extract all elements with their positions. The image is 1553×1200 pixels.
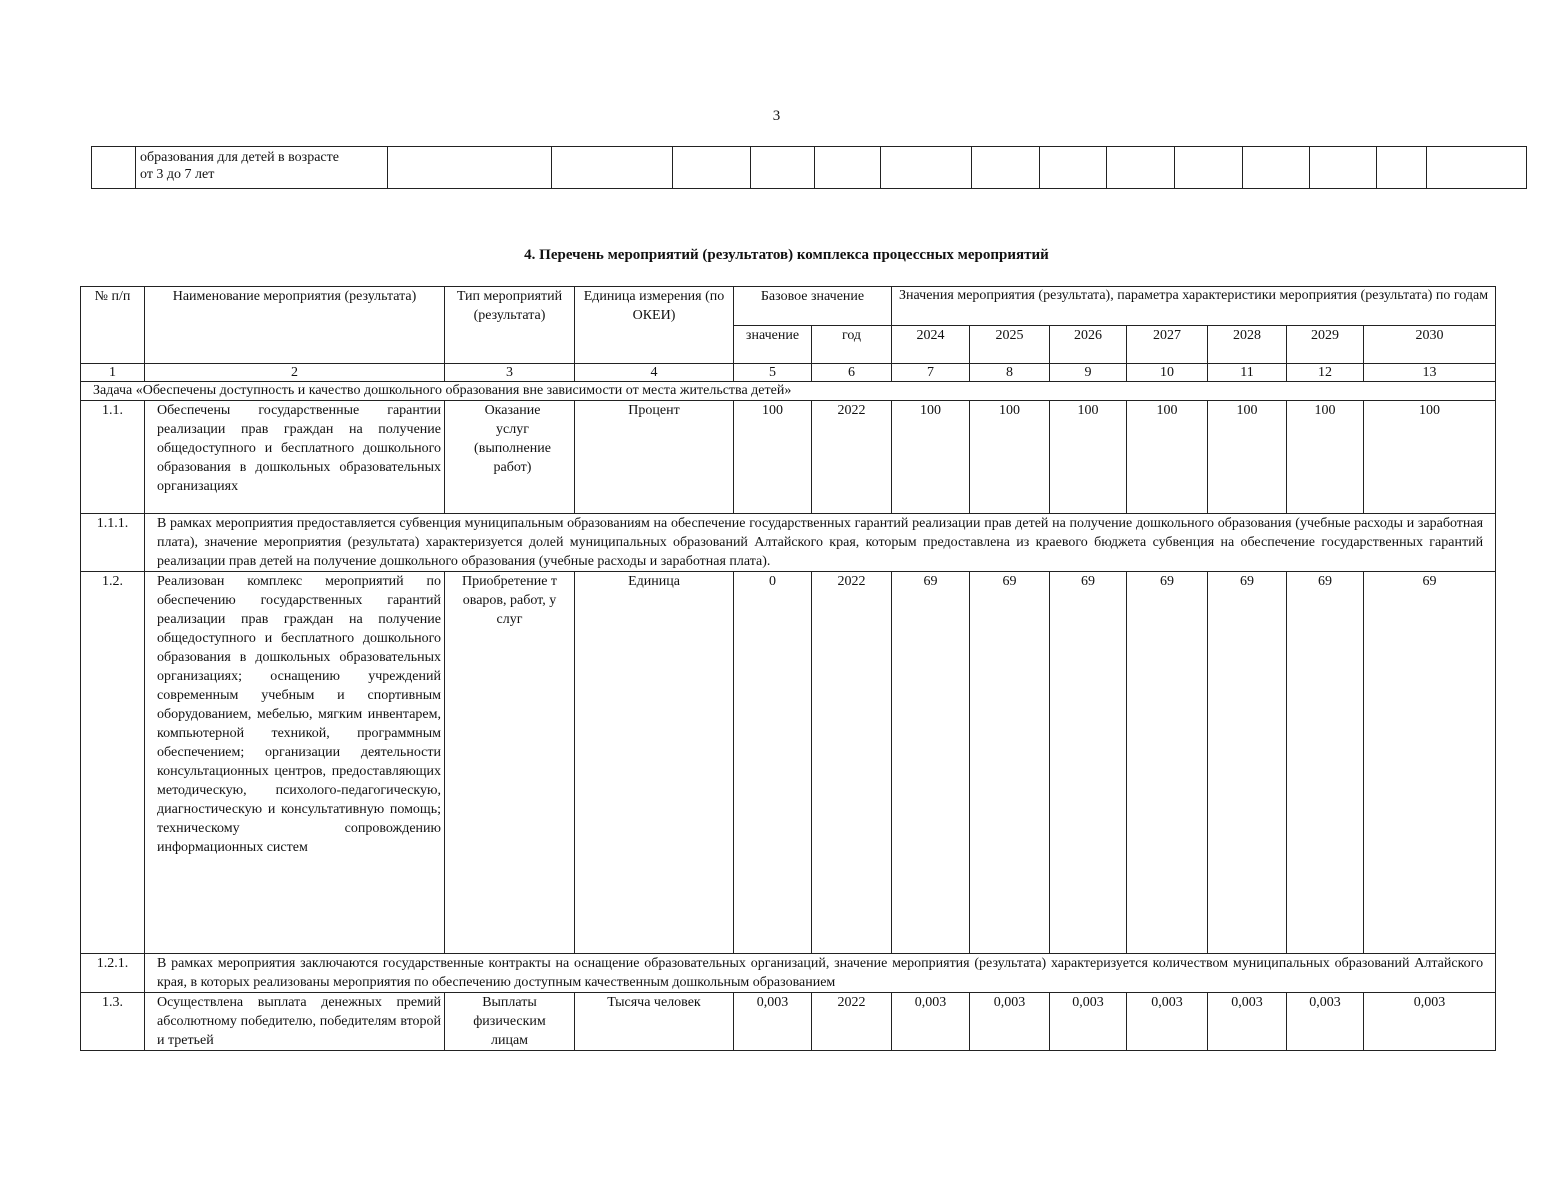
task-row [81, 382, 1496, 401]
header-year: 2030 [1364, 325, 1496, 364]
column-number: 10 [1127, 364, 1208, 382]
row-value: 0,003 [892, 993, 970, 1051]
activities-table [80, 286, 1496, 1051]
row-value: 69 [1050, 572, 1127, 954]
continuation-text: образования для детей в возрасте [140, 150, 339, 165]
header-unit: Единица измерения (по ОКЕИ) [575, 287, 734, 364]
row-value: 0,003 [1287, 993, 1364, 1051]
page-number: 3 [772, 108, 781, 124]
column-number: 3 [445, 364, 575, 382]
header-year: 2024 [892, 325, 970, 364]
row-number: 1.3. [81, 993, 145, 1051]
row-base-year: 2022 [812, 993, 892, 1051]
column-number: 6 [812, 364, 892, 382]
row-name: Осуществлена выплата денежных премий абсолютному победителю, победителям второй и третьей [145, 993, 445, 1051]
row-number: 1.2.1. [81, 954, 145, 993]
row-value: 0,003 [1127, 993, 1208, 1051]
header-year: 2028 [1208, 325, 1287, 364]
continuation-text: от 3 до 7 лет [140, 167, 215, 182]
table-cell [881, 147, 972, 189]
row-value: 69 [1364, 572, 1496, 954]
table-cell [1427, 147, 1527, 189]
row-base-year: 2022 [812, 572, 892, 954]
header-year: 2026 [1050, 325, 1127, 364]
header-base-value: значение [734, 325, 812, 364]
row-value: 0,003 [1050, 993, 1127, 1051]
row-value: 100 [1208, 401, 1287, 514]
row-unit: Тысяча человек [575, 993, 734, 1051]
table-cell [1175, 147, 1243, 189]
column-number: 13 [1364, 364, 1496, 382]
row-value: 100 [1127, 401, 1208, 514]
table-cell [1377, 147, 1427, 189]
table-cell [972, 147, 1040, 189]
header-type: Тип мероприятий (результата) [445, 287, 575, 364]
row-base-year: 2022 [812, 401, 892, 514]
header-name: Наименование мероприятия (результата) [145, 287, 445, 364]
header-year: 2027 [1127, 325, 1208, 364]
column-number: 9 [1050, 364, 1127, 382]
row-value: 0,003 [970, 993, 1050, 1051]
column-number: 1 [81, 364, 145, 382]
row-type: Приобретение товаров, работ, услуг [445, 572, 575, 954]
row-value: 69 [1287, 572, 1364, 954]
row-value: 100 [970, 401, 1050, 514]
row-number: 1.1. [81, 401, 145, 514]
row-number: 1.1.1. [81, 514, 145, 572]
table-cell [552, 147, 673, 189]
column-number: 7 [892, 364, 970, 382]
row-description: В рамках мероприятия предоставляется субвенция муниципальным образованиям на обеспечение государственных гарантий реализации прав детей на получение дошкольного образования (учебные расходы и заработная плата), значение мероприятия (результата) характеризуется долей муниципальных образований Алтайского края, которым предоставлена из краевого бюджета субвенция на обеспечение государственных гарантий реализации прав детей на получение дошкольного образования (учебные расходы и заработная плата). [145, 514, 1496, 572]
row-value: 69 [892, 572, 970, 954]
row-name: Обеспечены государственные гарантии реализации прав граждан на получение общедоступного и бесплатного дошкольного образования в дошкольных образовательных организациях [145, 401, 445, 514]
column-number: 11 [1208, 364, 1287, 382]
row-value: 69 [970, 572, 1050, 954]
row-type: Оказание услуг (выполнение работ) [445, 401, 575, 514]
row-base-value: 0 [734, 572, 812, 954]
column-number: 2 [145, 364, 445, 382]
table-cell [815, 147, 881, 189]
continuation-table [91, 146, 1527, 189]
table-cell [673, 147, 751, 189]
column-number: 5 [734, 364, 812, 382]
task-text: Задача «Обеспечены доступность и качество дошкольного образования вне зависимости от места жительства детей» [81, 382, 1496, 401]
row-type: Выплаты физическим лицам [445, 993, 575, 1051]
column-numbers-row [81, 364, 1496, 382]
table-cell [751, 147, 815, 189]
header-year: 2025 [970, 325, 1050, 364]
row-value: 100 [1287, 401, 1364, 514]
table-row [81, 401, 1496, 514]
section-title: 4. Перечень мероприятий (результатов) комплекса процессных мероприятий [524, 247, 1049, 263]
row-description: В рамках мероприятия заключаются государственные контракты на оснащение образовательных организаций, значение мероприятия (результата) характеризуется количеством муниципальных образований Алтайского края, в которых реализованы мероприятия по обеспечению доступным качественным дошкольным образованием [145, 954, 1496, 993]
table-row [81, 572, 1496, 954]
table-row [81, 993, 1496, 1051]
row-value: 100 [1364, 401, 1496, 514]
row-name: Реализован комплекс мероприятий по обеспечению государственных гарантий реализации прав граждан на получение общедоступного и бесплатного дошкольного образования в дошкольных образовательных организациях; оснащению учреждений современным учебным и спортивным оборудованием, мебелью, мягким инвентарем, компьютерной техникой, программным обеспечением; организации деятельности консультационных центров, предоставляющих методическую, психолого-педагогическую, диагностическую и консультативную помощь; техническому сопровождению информационных систем [145, 572, 445, 954]
header-row [81, 287, 1496, 326]
row-value: 0,003 [1208, 993, 1287, 1051]
column-number: 8 [970, 364, 1050, 382]
row-value: 100 [892, 401, 970, 514]
row-value: 69 [1127, 572, 1208, 954]
header-base-year: год [812, 325, 892, 364]
row-number: 1.2. [81, 572, 145, 954]
table-cell [388, 147, 552, 189]
row-value: 69 [1208, 572, 1287, 954]
header-year: 2029 [1287, 325, 1364, 364]
table-cell [1040, 147, 1107, 189]
table-cell [1310, 147, 1377, 189]
row-unit: Процент [575, 401, 734, 514]
table-cell [1107, 147, 1175, 189]
row-unit: Единица [575, 572, 734, 954]
header-base: Базовое значение [734, 287, 892, 326]
row-value: 100 [1050, 401, 1127, 514]
column-number: 4 [575, 364, 734, 382]
table-cell [1243, 147, 1310, 189]
header-num: № п/п [81, 287, 145, 364]
column-number: 12 [1287, 364, 1364, 382]
table-row [92, 147, 1527, 189]
table-cell [136, 147, 388, 189]
row-value: 0,003 [1364, 993, 1496, 1051]
row-base-value: 0,003 [734, 993, 812, 1051]
row-base-value: 100 [734, 401, 812, 514]
table-row [81, 514, 1496, 572]
table-cell [92, 147, 136, 189]
header-values-by-year: Значения мероприятия (результата), параметра характеристики мероприятия (результата) по годам [892, 287, 1496, 326]
table-row [81, 954, 1496, 993]
